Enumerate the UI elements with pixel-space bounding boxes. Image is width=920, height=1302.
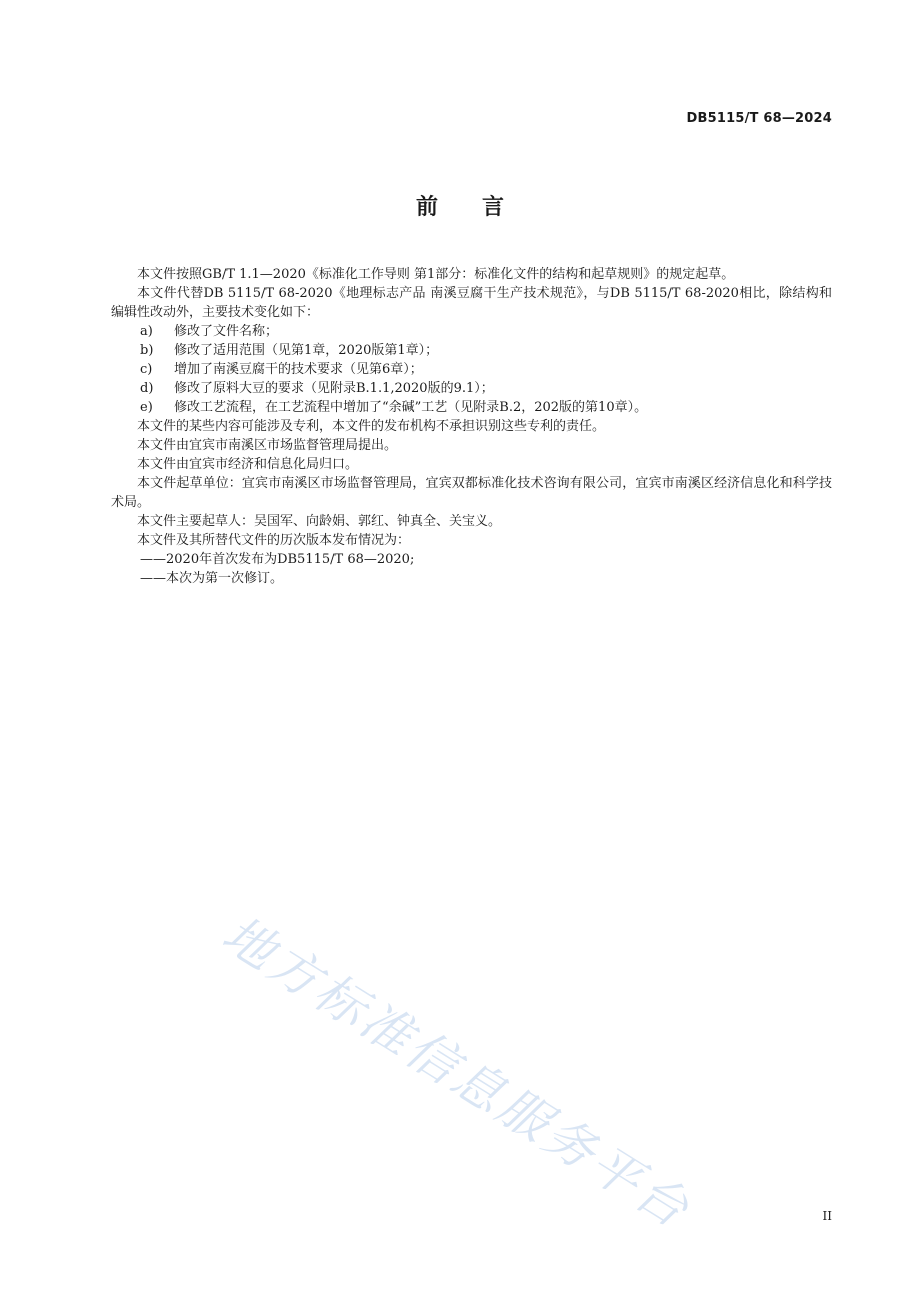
list-item [111, 360, 832, 379]
page-title: 前言 [415, 195, 548, 220]
list-text: 修改了适用范围（见第1章，2020版第1章）； [174, 343, 439, 358]
paragraph-drafters: 本文件主要起草人：吴国军、向龄娟、郭红、钟真全、关宝义。 [137, 514, 502, 529]
list-item [111, 322, 832, 341]
history-item: ——本次为第一次修订。 [140, 571, 284, 586]
page-number: II [822, 1209, 832, 1223]
paragraph-history: 本文件及其所替代文件的历次版本发布情况为： [137, 533, 411, 548]
foreword-body [111, 265, 832, 588]
list-text: 增加了南溪豆腐干的技术要求（见第6章）； [174, 362, 423, 377]
list-item [111, 398, 832, 417]
paragraph-drafting-units: 本文件起草单位：宜宾市南溪区市场监督管理局，宜宾双都标准化技术咨询有限公司，宜宾市南溪区经济信息化和科学技术局。 [111, 476, 832, 510]
list-text: 修改工艺流程，在工艺流程中增加了“余碱”工艺（见附录B.2，202版的第10章）。 [174, 400, 648, 415]
paragraph-proposed-by: 本文件由宜宾市南溪区市场监督管理局提出。 [137, 438, 398, 453]
paragraph-patent: 本文件的某些内容可能涉及专利，本文件的发布机构不承担识别这些专利的责任。 [137, 419, 606, 434]
document-code: DB5115/T 68—2024 [686, 111, 832, 126]
list-marker: d) [140, 381, 154, 396]
list-item [111, 341, 832, 360]
list-text: 修改了原料大豆的要求（见附录B.1.1,2020版的9.1）； [174, 381, 494, 396]
list-item [111, 379, 832, 398]
list-text: 修改了文件名称； [174, 324, 279, 339]
list-marker: b) [140, 343, 154, 358]
paragraph-administered-by: 本文件由宜宾市经济和信息化局归口。 [137, 457, 359, 472]
history-item: ——2020年首次发布为DB5115/T 68—2020; [140, 552, 415, 567]
watermark: 地方标准信息服务平台 [212, 904, 702, 1241]
paragraph-drafting-rules: 本文件按照GB/T 1.1—2020《标准化工作导则 第1部分：标准化文件的结构和起草规则》的规定起草。 [137, 267, 735, 282]
paragraph-replacement: 本文件代替DB 5115/T 68-2020《地理标志产品 南溪豆腐干生产技术规范》，与DB 5115/T 68-2020相比，除结构和编辑性改动外，主要技术变化如下： [111, 286, 832, 320]
list-marker: e) [140, 400, 153, 415]
list-marker: c) [140, 362, 153, 377]
list-marker: a) [140, 324, 153, 339]
